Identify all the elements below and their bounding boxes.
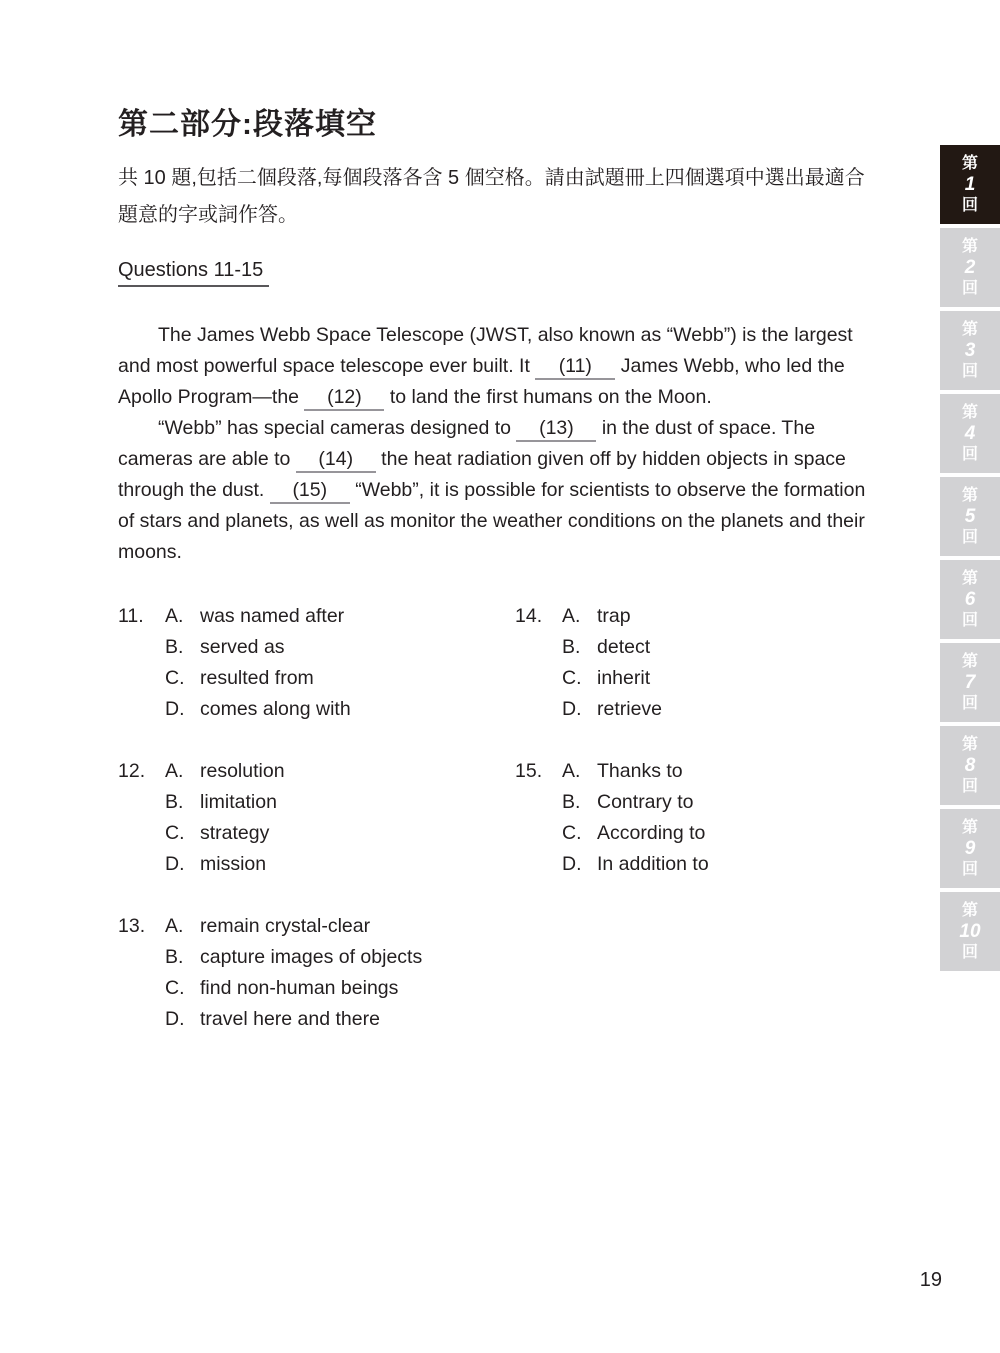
option-letter: B. [165,946,184,968]
option-text: was named after [200,605,345,627]
option-letter: D. [165,698,185,720]
tab-suffix: 回 [961,860,978,878]
option-text: resolution [200,760,285,782]
question-block [118,601,515,725]
option-text: Contrary to [597,791,694,813]
question-block [515,601,884,725]
answer-option [562,849,709,880]
tab-number: 1 [964,173,976,195]
option-letter: B. [562,791,581,813]
tab-prefix: 第 [961,320,978,338]
fill-in-blank: (14) [296,448,376,473]
tab-number: 4 [964,422,976,444]
option-letter: C. [165,977,185,999]
fill-in-blank: (11) [535,355,615,380]
tab-prefix: 第 [961,154,978,172]
tab-suffix: 回 [961,694,978,712]
question-options [562,601,662,725]
option-letter: A. [165,605,184,627]
tab-suffix: 回 [961,611,978,629]
answer-option [562,818,709,849]
tab-prefix: 第 [961,403,978,421]
answer-option [165,818,285,849]
tab-prefix: 第 [961,652,978,670]
tab-number: 9 [964,837,976,859]
tab-prefix: 第 [961,569,978,587]
option-text: trap [597,605,631,627]
instructions-text: 共 10 題,包括二個段落,每個段落各含 5 個空格。請由試題冊上四個選項中選出最適合題意的字或詞作答。 [118,167,865,226]
passage-paragraph: “Webb” has special cameras designed to (13) in the dust of space. The cameras are able to (14) the heat radiation given off by hidden objects in space through the dust. (15) “Webb”, it is possible for scientists to observe the formation of stars and planets, as well as monitor the weather conditions on the planets and their moons. [118,417,866,563]
question-block [118,911,515,1035]
tab-number: 10 [959,920,981,942]
question-options [562,756,709,880]
fill-in-blank: (15) [270,479,350,504]
answer-option [165,849,285,880]
option-text: travel here and there [200,1008,380,1030]
answer-option [165,1004,422,1035]
option-text: capture images of objects [200,946,423,968]
answer-option [165,756,285,787]
option-letter: A. [562,760,581,782]
passage-paragraph: The James Webb Space Telescope (JWST, also known as “Webb”) is the largest and most powerful space telescope ever built. It (11) James Webb, who led the Apollo Program—the (12) to land the first humans on the Moon. [118,320,884,413]
option-letter: D. [562,698,582,720]
tab-prefix: 第 [961,818,978,836]
answer-option [165,787,285,818]
question-block [515,756,884,880]
answer-option [562,787,709,818]
round-tab-6 [940,560,1000,639]
passage [118,320,884,568]
option-text: detect [597,636,651,658]
tab-number: 3 [964,339,976,361]
tab-number: 5 [964,505,976,527]
tab-suffix: 回 [961,528,978,546]
round-tab-9 [940,809,1000,888]
option-text: strategy [200,822,270,844]
questions-range-label: Questions 11-15 [118,258,269,287]
option-letter: D. [165,1008,185,1030]
round-tab-7 [940,643,1000,722]
option-text: served as [200,636,285,658]
option-letter: C. [562,667,582,689]
option-letter: B. [165,636,184,658]
question-number: 14. [515,605,543,627]
tab-suffix: 回 [961,943,978,961]
option-letter: A. [562,605,581,627]
answer-option [165,632,351,663]
tab-suffix: 回 [961,279,978,297]
tab-suffix: 回 [961,362,978,380]
option-letter: A. [165,760,184,782]
tab-prefix: 第 [961,237,978,255]
option-text: comes along with [200,698,351,720]
round-tab-5 [940,477,1000,556]
answer-option [165,942,422,973]
question-number: 11. [118,605,144,627]
answer-option [562,756,709,787]
option-text: limitation [200,791,277,813]
option-text: In addition to [597,853,709,875]
tab-number: 7 [964,671,976,693]
round-tab-3 [940,311,1000,390]
tab-number: 2 [964,256,976,278]
answer-option [165,973,422,1004]
fill-in-blank: (12) [304,386,384,411]
option-letter: C. [165,667,185,689]
question-options [165,756,285,880]
answer-option [562,601,662,632]
round-tab-8 [940,726,1000,805]
option-letter: C. [562,822,582,844]
answer-option [562,694,662,725]
answer-option [165,601,351,632]
option-text: find non-human beings [200,977,399,999]
option-text: inherit [597,667,651,689]
question-options [165,601,351,725]
tab-prefix: 第 [961,486,978,504]
option-letter: B. [165,791,184,813]
question-number: 12. [118,760,146,782]
tab-number: 8 [964,754,976,776]
answer-option [165,694,351,725]
option-letter: D. [562,853,582,875]
fill-in-blank: (13) [516,417,596,442]
tab-prefix: 第 [961,735,978,753]
tab-number: 6 [964,588,976,610]
option-text: Thanks to [597,760,683,782]
option-letter: A. [165,915,184,937]
round-tab-1 [940,145,1000,224]
round-tabs [940,145,1000,975]
question-number: 13. [118,915,146,937]
section-title: 第二部分:段落填空 [118,108,377,141]
option-text: mission [200,853,267,875]
option-text: According to [597,822,706,844]
round-tab-10 [940,892,1000,971]
answer-option [165,663,351,694]
round-tab-2 [940,228,1000,307]
page-number: 19 [919,1269,942,1291]
question-options [165,911,422,1035]
option-letter: C. [165,822,185,844]
tab-suffix: 回 [961,777,978,795]
tab-prefix: 第 [961,901,978,919]
option-text: resulted from [200,667,314,689]
page-content [118,104,884,1035]
option-letter: D. [165,853,185,875]
option-text: remain crystal-clear [200,915,371,937]
answer-option [562,663,662,694]
tab-suffix: 回 [961,196,978,214]
option-letter: B. [562,636,581,658]
question-block [118,756,515,880]
tab-suffix: 回 [961,445,978,463]
answer-option [562,632,662,663]
answer-option [165,911,422,942]
question-number: 15. [515,760,543,782]
questions-grid [118,601,884,1035]
option-text: retrieve [597,698,663,720]
round-tab-4 [940,394,1000,473]
